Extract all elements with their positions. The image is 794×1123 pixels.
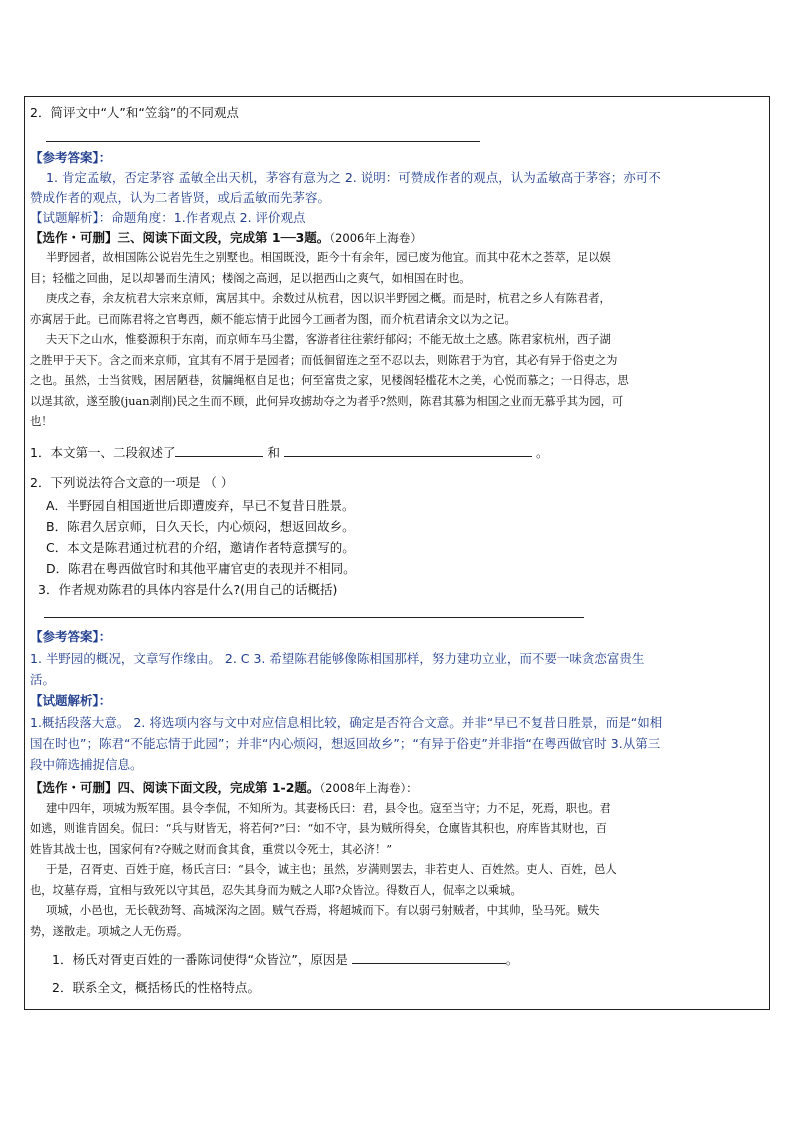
passage-line: 半野园者，故相国陈公说岩先生之别墅也。相国既没，距今十有余年，园已废为他宜。而其中花木之荟萃，足以娱	[46, 251, 611, 264]
answer-blank	[352, 951, 506, 964]
option-a: A．半野园自相国逝世后即遭废弃，早已不复昔日胜景。	[46, 497, 355, 513]
answer-label: 【参考答案】：	[30, 628, 112, 644]
answer-blank	[175, 444, 263, 457]
answer-blank	[284, 444, 532, 457]
passage-line: 目；轻槛之回曲，足以却暑而生清风；楼阁之高迥，足以挹西山之爽气，如相国在时也。	[30, 271, 471, 285]
question-2-prompt: 2．简评文中“人”和“笠翁”的不同观点	[30, 105, 239, 120]
section-3-heading: 【选作・可删】三、阅读下面文段，完成第 1──3题。（2006年上海卷）	[30, 230, 422, 245]
passage-line: 如逃，则谁肯固矣。侃曰：“兵与财皆无，将若何?”曰：“如不守，县为贼所得矣，仓廪皆其积也，府库皆其财也，百	[30, 822, 607, 835]
section-4-passage	[30, 799, 766, 943]
option-b: B．陈君久居京师，日久天长，内心烦闷，想返回故乡。	[46, 518, 355, 534]
passage-line: 建中四年，项城为叛军围。县令李侃，不知所为。其妻杨氏曰：君，县令也。寇至当守；力不足，死焉，职也。君	[46, 801, 611, 815]
answer-line	[46, 141, 480, 142]
source-note: （2006年上海卷）	[329, 231, 422, 245]
passage-line: 之也。虽然，士当贫贱，困居陋巷，贫牖绳枢自足也；何至富贵之家，见楼阁轻槛花木之美，心悦而慕之；一日得志，思	[30, 374, 629, 387]
section-4-question-1: 1．杨氏对胥吏百姓的一番陈词使得“众皆泣”，原因是 。	[52, 952, 519, 967]
answer-line	[44, 617, 584, 618]
option-d: D．陈君在粤西做官时和其他平庸官吏的表现并不相同。	[46, 560, 356, 576]
passage-line: 庚戌之春，余友杭君大宗来京师，寓居其中。余数过从杭君，因以识半野园之概。而是时，杭君之乡人有陈君者，	[46, 292, 611, 305]
section-3-question-3: 3．作者规劝陈君的具体内容是什么?(用自己的话概括)	[38, 581, 338, 597]
passage-line: 也，坟墓存焉，宜相与致死以守其邑，忍失其身而为贼之人耶?众皆泣。得数百人，侃率之以乘城。	[30, 883, 522, 897]
section-3-passage	[30, 248, 766, 433]
answer-text: 1. 半野园的概况，文章写作缘由。 2. C 3. 希望陈君能够像陈相国那样，努力建功立业，而不要一味贪恋富贵生	[30, 650, 645, 666]
passage-line: 项城，小邑也，无长戟劲弩、高城深沟之固。贼气吞焉，将超城而下。有以弱弓射贼者，中其帅，坠马死。贼失	[46, 904, 600, 917]
passage-line: 以逞其欲，遂至朘(juan剥削)民之生而不顾，此何异攻掳劫夺之为者乎?然则，陈君其慕为相国之业而无慕乎其为园，可	[30, 394, 624, 408]
section-3-question-2: 2．下列说法符合文意的一项是 （ ）	[30, 474, 234, 490]
passage-line: 夫天下之山水，惟婺源积于东南，而京师车马尘嚣，客游者往往萦纡郁闷；不能无故土之感。陈君家杭州，西子湖	[46, 333, 611, 346]
passage-line: 亦寓居于此。已而陈君将之官粤西，颇不能忘情于此园今工画者为图，而介杭君请余文以为之记。	[30, 312, 516, 326]
analysis-label: 【试题解析】：	[30, 692, 112, 708]
passage-line: 势，遂散走。项城之人无伤焉。	[30, 924, 189, 938]
passage-line: 也！	[30, 415, 53, 428]
section-3-question-1: 1．本文第一、二段叙述了 和 。	[30, 444, 549, 460]
answer-label: 【参考答案】：	[30, 150, 112, 165]
passage-line: 之胜甲于天下。含之而来京师，宜其有不屑于是园者；而低徊留连之至不忍以去，则陈君于为官，其必有异于俗吏之为	[30, 353, 618, 367]
analysis-text: 1.概括段落大意。 2. 将选项内容与文中对应信息相比较，确定是否符合文意。并非“早已不复昔日胜景，而是“如相	[30, 714, 663, 730]
section-4-heading: 【选作・可删】四、阅读下面文段，完成第 1-2题。（2008年上海卷）：	[30, 779, 418, 795]
analysis-text: 【试题解析】：命题角度：1.作者观点 2. 评价观点	[30, 210, 306, 225]
passage-line: 于是，召胥吏、百姓于庭，杨氏言曰：“县令，诚主也；虽然，岁满则罢去，非若吏人、百姓然。吏人、百姓，邑人	[46, 863, 617, 876]
analysis-text: 国在时也”；陈君“不能忘情于此园”；并非“内心烦闷，想返回故乡”；“有异于俗吏”并非指“在粤西做官时 3.从第三	[30, 735, 661, 751]
answer-text: 1. 肯定孟敏，否定茅容 孟敏全出天机，茅容有意为之 2. 说明：可赞成作者的观点，认为孟敏高于茅容；亦可不	[46, 170, 661, 185]
answer-text: 活。	[30, 671, 56, 687]
answer-text: 赞成作者的观点，认为二者皆贤，或后孟敏而先茅容。	[30, 190, 331, 205]
document-content	[30, 101, 766, 1000]
analysis-text: 段中筛选捕捉信息。	[30, 756, 143, 772]
source-note: （2008年上海卷）：	[319, 780, 418, 795]
option-c: C．本文是陈君通过杭君的介绍，邀请作者特意撰写的。	[46, 539, 355, 555]
section-4-question-2: 2．联系全文，概括杨氏的性格特点。	[52, 980, 260, 995]
passage-line: 姓皆其战士也，国家何有?夺贼之财而食其食，重赏以令死士，其必济！”	[30, 842, 393, 856]
